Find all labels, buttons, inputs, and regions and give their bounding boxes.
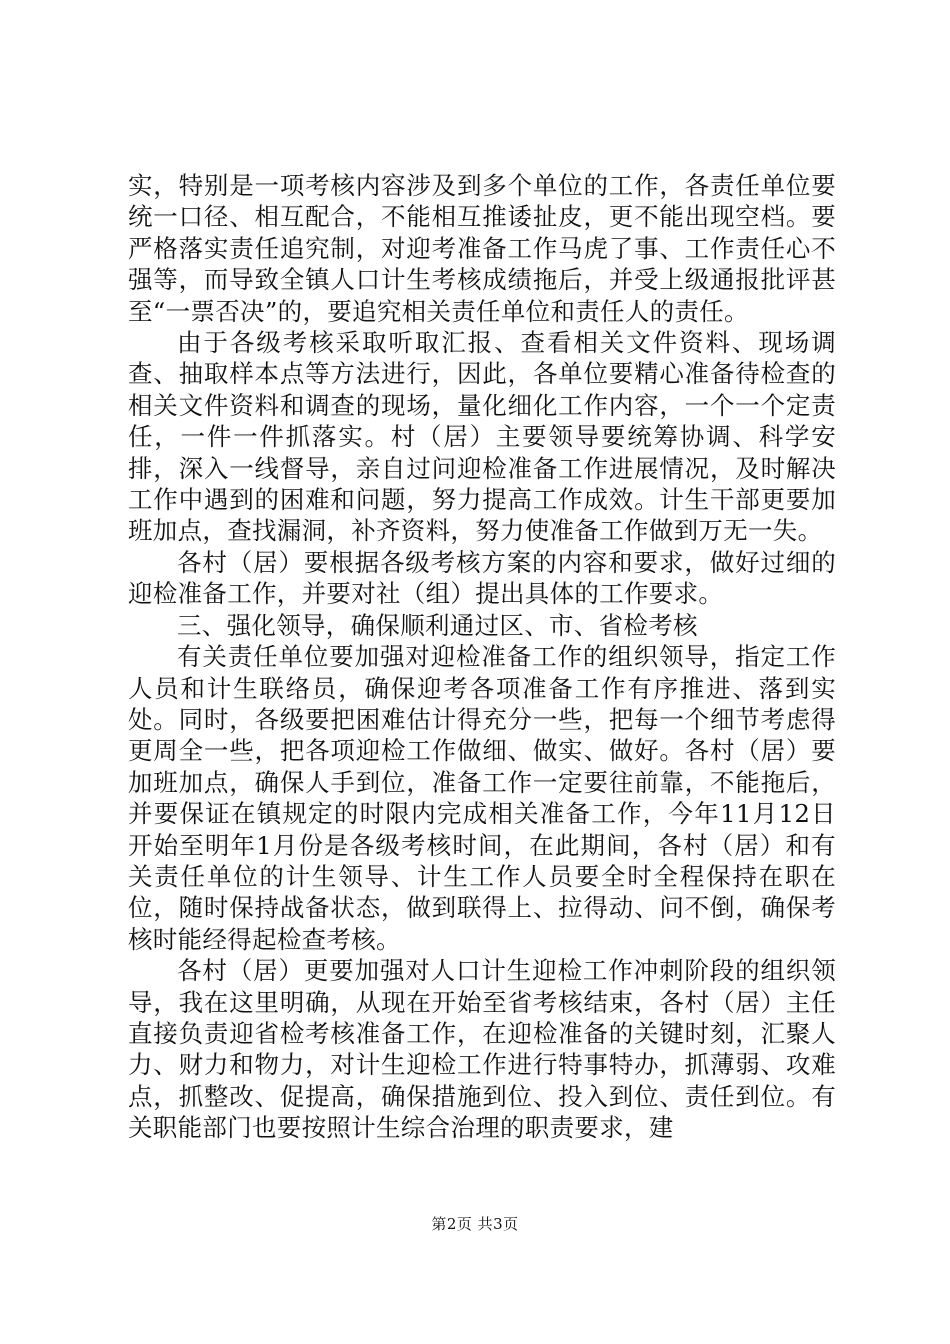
paragraph-village-requirements: 各村（居）要根据各级考核方案的内容和要求，做好过细的迎检准备工作，并要对社（组）提出具体的工作要求。 <box>128 547 836 609</box>
page-footer: 第2页 共3页 <box>431 1215 519 1233</box>
document-body <box>128 170 836 1144</box>
section-heading: 三、强化领导，确保顺利通过区、市、省检考核 <box>177 610 698 640</box>
paragraph-sprint-stage: 各村（居）更要加强对人口计生迎检工作冲刺阶段的组织领导，我在这里明确，从现在开始至省考核结束，各村（居）主任直接负责迎省检考核准备工作，在迎检准备的关键时刻，汇聚人力、财力和物力，对计生迎检工作进行特事特办，抓薄弱、攻难点，抓整改、促提高，确保措施到位、投入到位、责任到位。有关职能部门也要按照计生综合治理的职责要求，建 <box>128 956 836 1143</box>
paragraph-preparation: 由于各级考核采取听取汇报、查看相关文件资料、现场调查、抽取样本点等方法进行，因此，各单位要精心准备待检查的相关文件资料和调查的现场，量化细化工作内容，一个一个定责任，一件一件抓落实。村（居）主要领导要统筹协调、科学安排，深入一线督导，亲自过问迎检准备工作进展情况，及时解决工作中遇到的困难和问题，努力提高工作成效。计生干部更要加班加点，查找漏洞，补齐资料，努力使准备工作做到万无一失。 <box>128 328 836 546</box>
paragraph-leadership: 有关责任单位要加强对迎检准备工作的组织领导，指定工作人员和计生联络员，确保迎考各项准备工作有序推进、落到实处。同时，各级要把困难估计得充分一些，把每一个细节考虑得更周全一些，把各项迎检工作做细、做实、做好。各村（居）要加班加点，确保人手到位，准备工作一定要往前靠，不能拖后，并要保证在镇规定的时限内完成相关准备工作，今年11月12日开始至明年1月份是各级考核时间，在此期间，各村（居）和有关责任单位的计生领导、计生工作人员要全时全程保持在职在位，随时保持战备状态，做到联得上、拉得动、问不倒，确保考核时能经得起检查考核。 <box>128 642 836 954</box>
paragraph-continuation: 实，特别是一项考核内容涉及到多个单位的工作，各责任单位要统一口径、相互配合，不能相互推诿扯皮，更不能出现空档。要严格落实责任追究制，对迎考准备工作马虎了事、工作责任心不强等，而导致全镇人口计生考核成绩拖后，并受上级通报批评甚至“一票否决”的，要追究相关责任单位和责任人的责任。 <box>128 171 836 326</box>
